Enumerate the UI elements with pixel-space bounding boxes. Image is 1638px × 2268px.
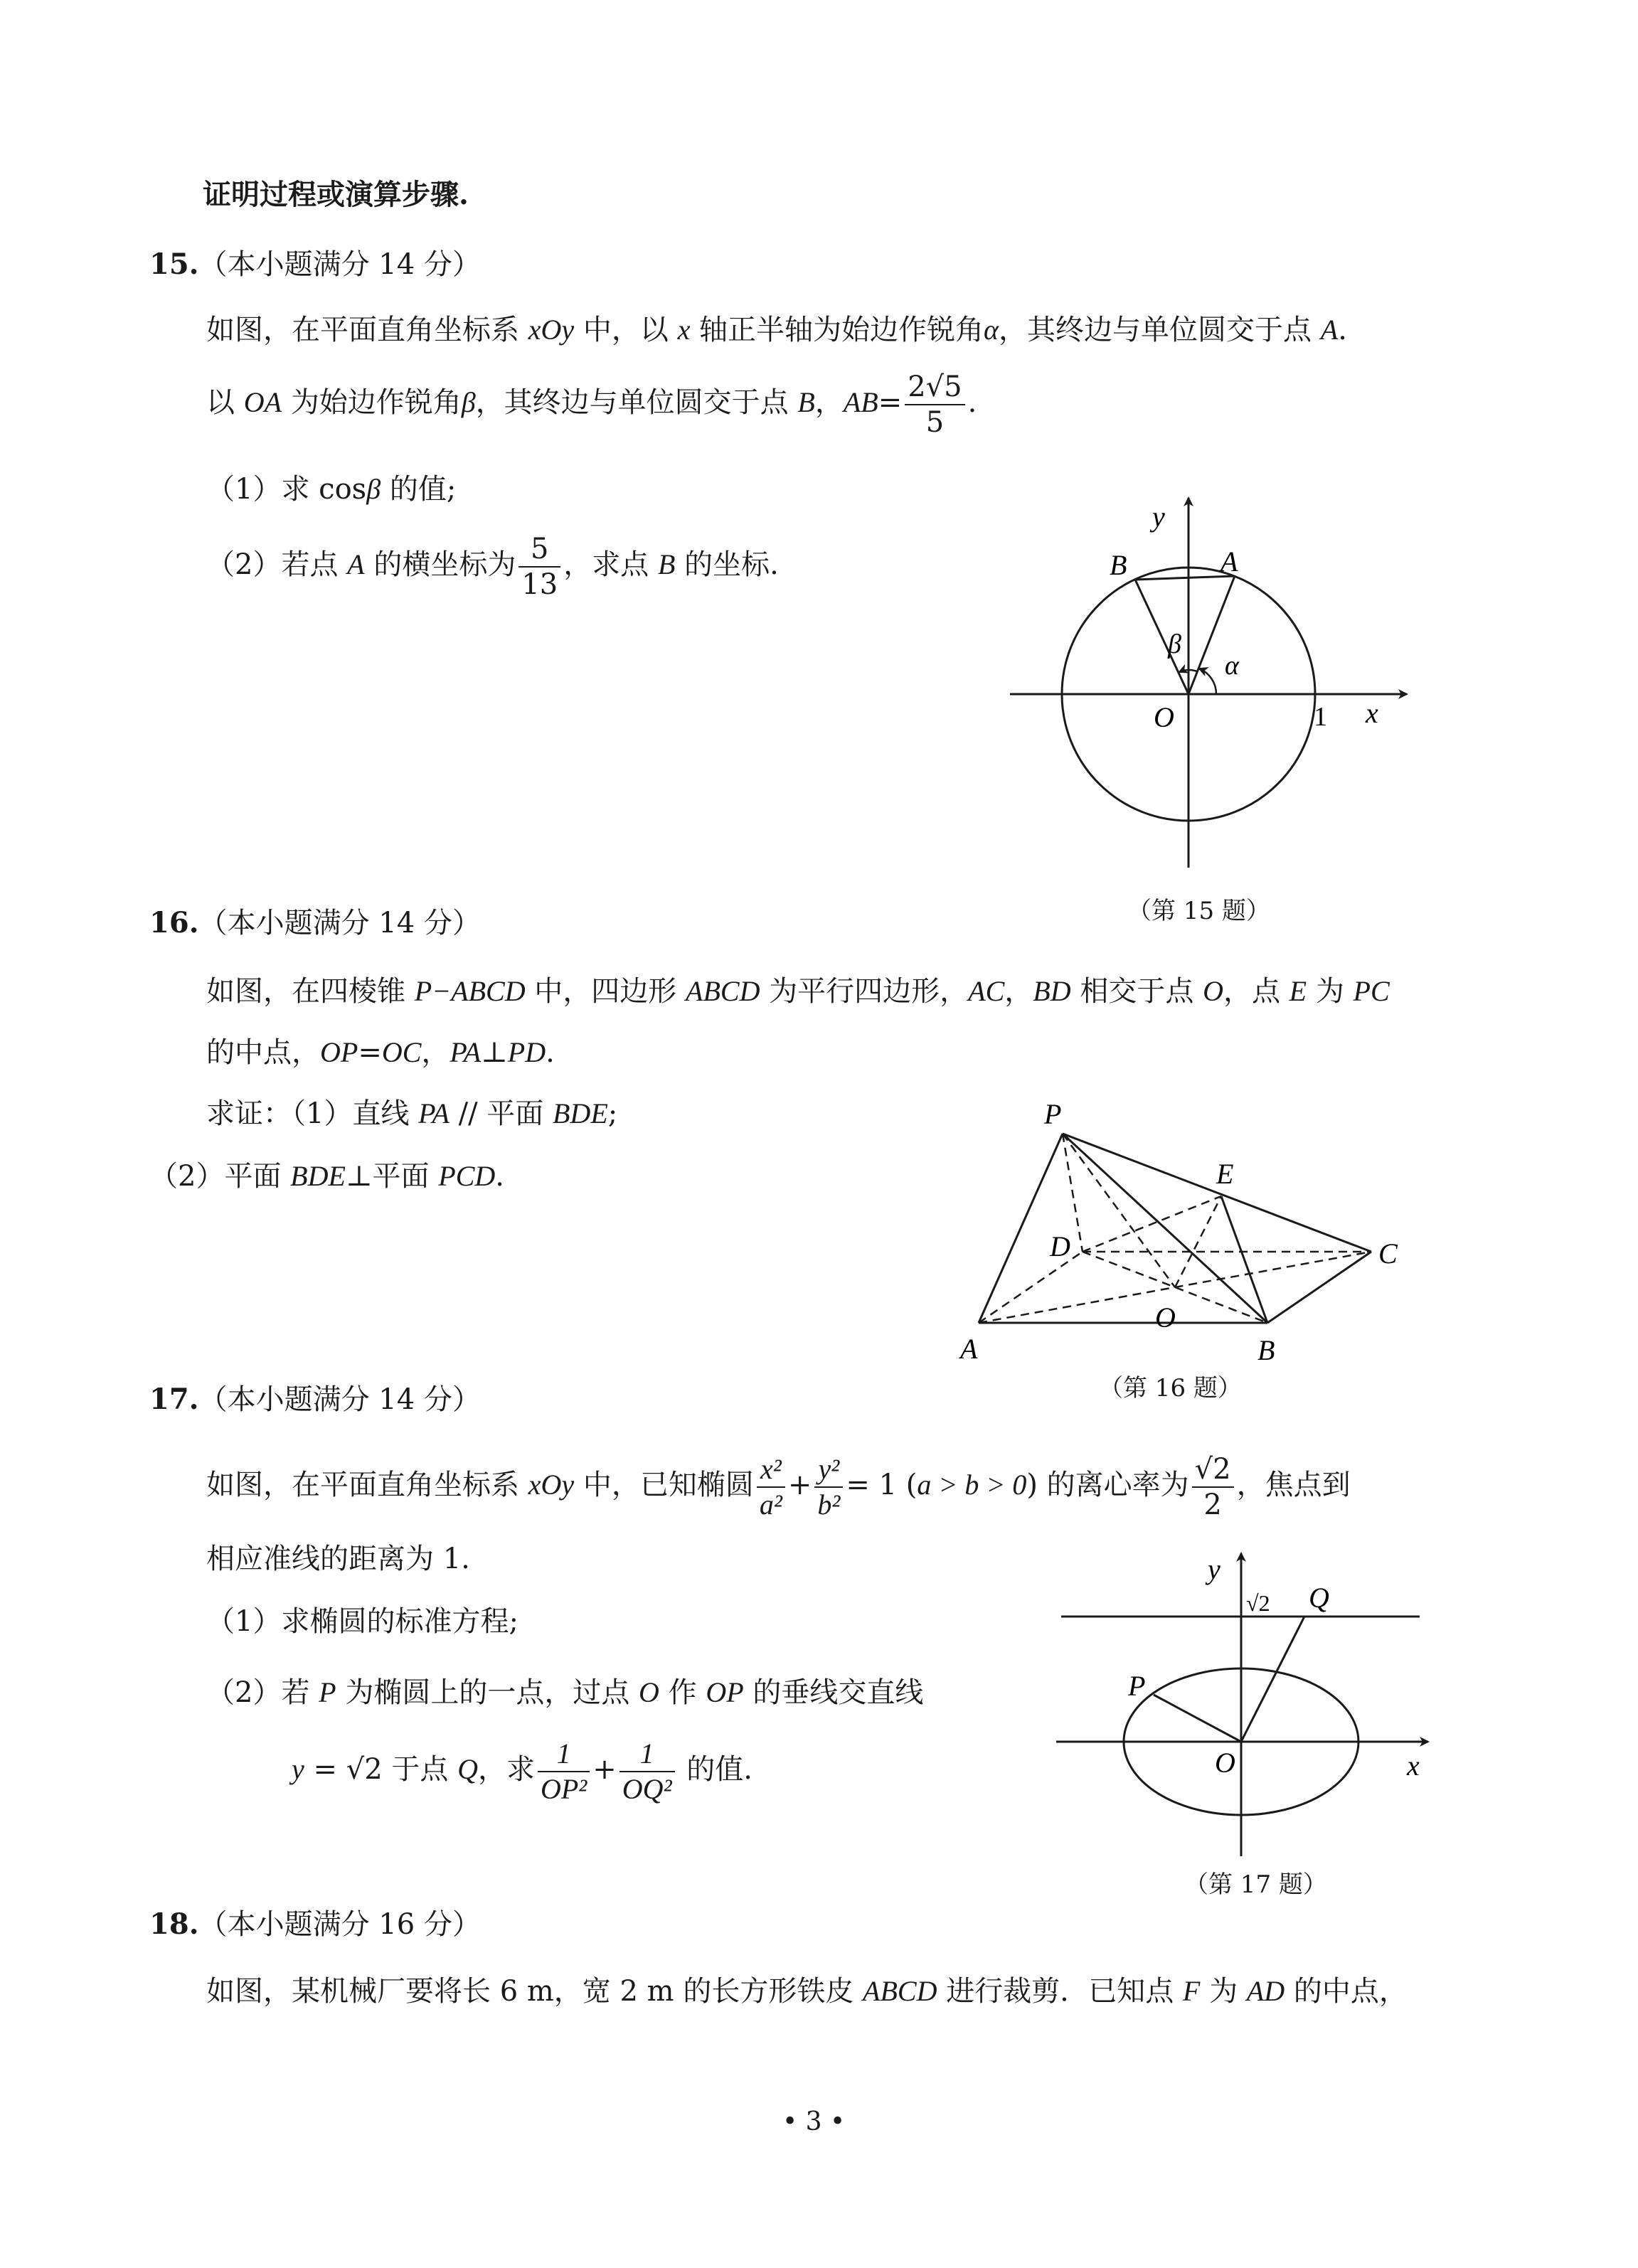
problem-15-line-2: 以 OA 为始边作锐角β，其终边与单位圆交于点 B，AB= $\frac{2√5}{5}$ . — [206, 371, 977, 439]
problem-score: （本小题满分 14 分） — [198, 248, 481, 281]
problem-score: （本小题满分 16 分） — [198, 1908, 481, 1941]
origin-label: O — [1215, 1747, 1235, 1779]
segment-AB — [1135, 576, 1235, 580]
problem-17-question-1: （1）求椭圆的标准方程; — [206, 1605, 518, 1638]
problem-16-line-2: 的中点，OP=OC，PA⊥PD. — [206, 1036, 555, 1069]
fraction-ab: $\frac{2√5}{5}$ — [905, 373, 964, 437]
problem-17-question-2-cont: y = √2 于点 Q，求 $\frac{1}{\text{OP²}}$ + $\frac{1}{\text{OQ²}}$ 的值. — [292, 1737, 752, 1805]
point-D-label: D — [1050, 1230, 1070, 1262]
problem-16-line-4: （2）平面 BDE⊥平面 PCD. — [149, 1160, 504, 1193]
problem-16-line-1: 如图，在四棱锥 P−ABCD 中，四边形 ABCD 为平行四边形，AC，BD 相交于点 O，点 E 为 PC — [206, 975, 1390, 1008]
segment-OP — [1154, 1695, 1241, 1742]
problem-17-line-2: 相应准线的距离为 1. — [206, 1543, 470, 1575]
problem-15-question-2: （2）若点 A 的横坐标为 $\frac{5}{13}$ ，求点 B 的坐标. — [206, 533, 779, 601]
problem-17-question-2: （2）若 P 为椭圆上的一点，过点 O 作 OP 的垂线交直线 — [206, 1676, 924, 1709]
x-label: x — [1407, 1750, 1420, 1782]
point-B-label: B — [1110, 549, 1127, 581]
fraction-y2-b2: $\frac{\text{y²}}{\text{b²}}$ — [814, 1455, 843, 1519]
point-O-label: O — [1155, 1301, 1176, 1333]
problem-15-header — [149, 247, 481, 281]
figure-15-caption: （第 15 题） — [1127, 897, 1270, 925]
problem-number: 18. — [149, 1907, 199, 1941]
problem-score: （本小题满分 14 分） — [198, 1383, 481, 1416]
point-P-label: P — [1044, 1098, 1062, 1130]
segment-DE — [1083, 1196, 1221, 1252]
alpha-arc — [1199, 669, 1216, 694]
origin-label: O — [1154, 701, 1174, 733]
point-E-label: E — [1216, 1158, 1234, 1190]
problem-15-question-1: （1）求 cosβ 的值; — [206, 473, 457, 506]
point-C-label: C — [1378, 1237, 1398, 1269]
figure-16-caption: （第 16 题） — [1099, 1374, 1242, 1402]
header-line: 证明过程或演算步骤. — [203, 178, 469, 211]
sqrt2-label: √2 — [1246, 1590, 1270, 1616]
point-P-label: P — [1128, 1670, 1146, 1702]
fraction-1-op2: $\frac{1}{\text{OP²}}$ — [538, 1740, 590, 1804]
problem-18-line-1: 如图，某机械厂要将长 6 m，宽 2 m 的长方形铁皮 ABCD 进行裁剪．已知点 F 为 AD 的中点， — [206, 1975, 1408, 2008]
x-label: x — [1366, 697, 1378, 729]
problem-17-header — [149, 1385, 481, 1414]
one-label: 1 — [1314, 702, 1327, 732]
alpha-label: α — [1225, 651, 1239, 681]
point-A-label: A — [960, 1333, 978, 1365]
problem-16-line-3: 求证：（1）直线 PA // 平面 BDE; — [206, 1097, 618, 1130]
point-Q-label: Q — [1309, 1582, 1329, 1614]
page-number: • 3 • — [782, 2107, 846, 2136]
problem-16-header — [149, 906, 481, 939]
edge-PB — [1063, 1134, 1267, 1323]
point-A-label: A — [1220, 545, 1238, 577]
problem-15-line-1: 如图，在平面直角坐标系 xOy 中，以 x 轴正半轴为始边作锐角α，其终边与单位圆交于点 A. — [206, 314, 1347, 346]
fraction-5-13: $\frac{5}{13}$ — [518, 535, 560, 599]
fraction-x2-a2: $\frac{\text{x²}}{\text{a²}}$ — [757, 1455, 785, 1519]
figure-17-caption: （第 17 题） — [1184, 1870, 1327, 1899]
y-label: y — [1208, 1553, 1220, 1585]
beta-label: β — [1168, 629, 1181, 659]
edge-BE — [1221, 1196, 1267, 1323]
fraction-1-oq2: $\frac{1}{\text{OQ²}}$ — [619, 1740, 675, 1804]
fraction-eccentricity: $\frac{√2}{2}$ — [1192, 1455, 1234, 1519]
problem-17-line-1: 如图，在平面直角坐标系 xOy 中，已知椭圆 $\frac{\text{x²}}{\text{a²}}$ + $\frac{\text{y²}}{\text{b²}}$ = 1 (a > b > 0) 的离心率为 $\frac{√2}{2}$ ，焦点到 — [206, 1453, 1351, 1521]
problem-number: 17. — [149, 1383, 199, 1416]
edge-BC — [1267, 1252, 1371, 1323]
problem-score: （本小题满分 14 分） — [198, 907, 481, 939]
problem-number: 15. — [149, 247, 199, 281]
figure-16-pyramid — [953, 1088, 1451, 1373]
figure-15-unit-circle — [996, 484, 1422, 882]
y-label: y — [1152, 501, 1165, 533]
edge-PC — [1063, 1134, 1371, 1252]
problem-18-header — [149, 1907, 481, 1941]
point-B-label: B — [1257, 1334, 1275, 1366]
segment-PO — [1063, 1134, 1175, 1287]
segment-OQ — [1241, 1617, 1304, 1742]
figure-17-ellipse — [1053, 1543, 1451, 1870]
problem-number: 16. — [149, 906, 199, 939]
